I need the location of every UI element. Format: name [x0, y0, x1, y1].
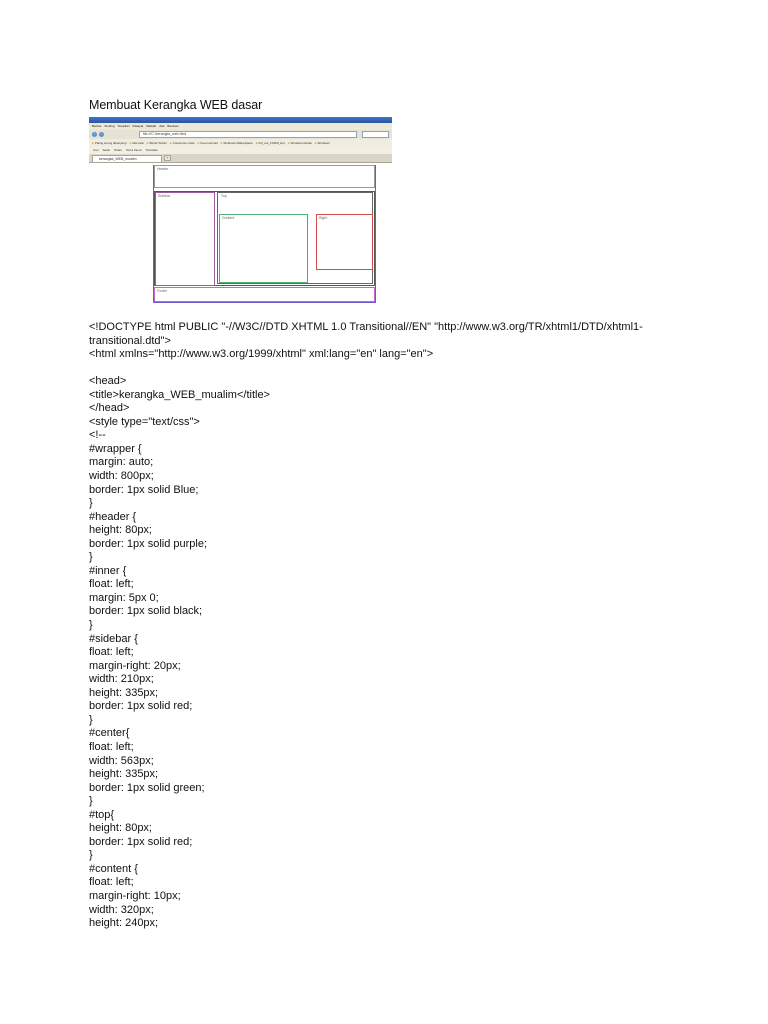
code-line: #inner { [89, 564, 127, 577]
forward-icon: > [100, 132, 103, 136]
code-line: <!DOCTYPE html PUBLIC "-//W3C//DTD XHTML 1.0 Transitional//EN" "http://www.w3.org/TR/xhtml1/DTD/xhtml1- [89, 321, 643, 333]
top-label: Top [221, 194, 227, 198]
addon-toolbar [89, 147, 392, 154]
code-line: } [89, 849, 93, 862]
code-line: height: 335px; [89, 768, 159, 781]
bookmark-item: ■ Windows Marketplace [221, 141, 253, 145]
code-line: #header { [89, 510, 137, 523]
code-line: float: left; [89, 578, 134, 591]
code-line: #content { [89, 862, 138, 875]
menu-item: Tampilan [117, 124, 130, 128]
code-line: #center{ [89, 727, 130, 740]
menu-item: Riwayat [132, 124, 144, 128]
sidebar-box [155, 192, 215, 286]
code-line: <title>kerangka_WEB_mualim</title> [89, 388, 270, 401]
code-line: border: 1px solid red; [89, 700, 193, 713]
bookmark-item: ■ Customize Links [170, 141, 195, 145]
code-line: border: 1px solid purple; [89, 537, 208, 550]
toolbar-item: Sukai [102, 148, 111, 152]
code-line: } [89, 551, 93, 564]
header-box [154, 165, 375, 188]
code-line: height: 240px; [89, 917, 159, 930]
code-line: } [89, 497, 93, 510]
menu-item: Markah [146, 124, 157, 128]
header-label: Header [157, 167, 169, 171]
bookmark-item: ■ Windows [315, 141, 330, 145]
bookmark-item: ■ Paling sering dikunjungi [92, 141, 127, 145]
code-line: width: 210px; [89, 673, 154, 686]
code-line: border: 1px solid black; [89, 605, 203, 618]
toolbar-item: Cari [93, 148, 99, 152]
code-line: height: 335px; [89, 686, 159, 699]
top-box [218, 192, 372, 212]
tab-kerangka: kerangka_WEB_mualim [92, 155, 162, 162]
code-line: border: 1px solid red; [89, 835, 193, 848]
new-tab-icon: + [164, 155, 171, 161]
code-line: transitional.dtd"> [89, 334, 171, 347]
code-line: } [89, 795, 93, 808]
code-line: <style type="text/css"> [89, 415, 200, 428]
code-line: margin-right: 10px; [89, 889, 181, 902]
footer-box [154, 287, 375, 302]
footer-label: Footer [157, 289, 168, 293]
code-line: width: 320px; [89, 903, 154, 916]
code-line: </head> [89, 402, 130, 415]
code-line: #wrapper { [89, 442, 142, 455]
content-box [219, 214, 308, 283]
code-listing [89, 321, 689, 931]
code-line: height: 80px; [89, 822, 152, 835]
menu-item: Bantuan [167, 124, 179, 128]
search-box [362, 131, 389, 138]
right-box [316, 214, 373, 270]
bookmark-item: ■ Memulai [130, 141, 144, 145]
code-line: border: 1px solid green; [89, 781, 205, 794]
code-line: margin: auto; [89, 456, 154, 469]
code-line: float: left; [89, 876, 134, 889]
menu-item: Alat [159, 124, 165, 128]
code-line: #top{ [89, 808, 115, 821]
code-line: } [89, 619, 93, 632]
code-line: width: 563px; [89, 754, 154, 767]
code-line: border: 1px solid Blue; [89, 483, 199, 496]
bookmark-item: ■ Fill_out_FORM_Ext [256, 141, 285, 145]
bookmark-item: ■ Berita Terkini [147, 141, 167, 145]
back-icon: < [93, 132, 96, 136]
code-line: margin-right: 20px; [89, 659, 181, 672]
browser-screenshot [89, 117, 392, 304]
code-line: float: left; [89, 740, 134, 753]
toolbar-item: Tell a friend [126, 148, 142, 152]
toolbar-item: Translate [145, 148, 158, 152]
content-label: Content [222, 216, 235, 220]
code-line: width: 800px; [89, 470, 154, 483]
code-line: <html xmlns="http://www.w3.org/1999/xhtml" xml:lang="en" lang="en"> [89, 348, 434, 361]
bookmark-item: ■ Free Hotmail [198, 141, 218, 145]
code-line: float: left; [89, 646, 134, 659]
menu-item: Sunting [104, 124, 115, 128]
bookmark-item: ■ Windows Media [288, 141, 312, 145]
address-bar: file:///C:/kerangka_web.html [139, 131, 357, 138]
code-line: } [89, 713, 93, 726]
sidebar-label: Sidebar [158, 194, 171, 198]
menu-bar [89, 123, 392, 130]
toolbar-item: Share [114, 148, 123, 152]
code-line: #sidebar { [89, 632, 138, 645]
code-line: <!-- [89, 429, 106, 442]
tab-strip [89, 154, 392, 163]
code-line: margin: 5px 0; [89, 591, 159, 604]
code-line [89, 362, 689, 376]
right-label: Right [319, 216, 328, 220]
menu-item: Berkas [92, 124, 102, 128]
code-line: <head> [89, 375, 127, 388]
document-title: Membuat Kerangka WEB dasar [89, 98, 263, 112]
code-line: height: 80px; [89, 524, 152, 537]
